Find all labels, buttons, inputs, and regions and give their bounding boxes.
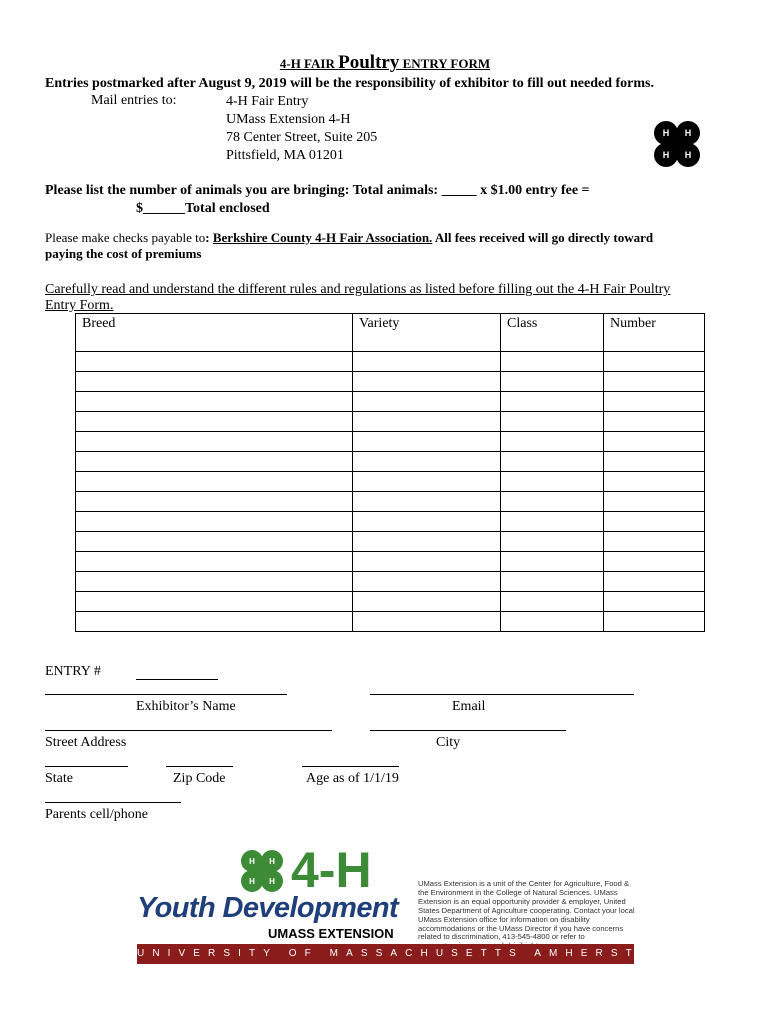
university-bar: UNIVERSITY OF MASSACHUSETTS AMHERST [137, 944, 634, 964]
table-cell[interactable] [501, 432, 604, 452]
table-cell[interactable] [76, 612, 353, 632]
column-header-variety: Variety [353, 314, 501, 352]
city-field[interactable] [370, 730, 566, 731]
table-cell[interactable] [501, 592, 604, 612]
table-cell[interactable] [501, 392, 604, 412]
table-cell[interactable] [604, 592, 705, 612]
zip-code-label: Zip Code [173, 771, 226, 786]
svg-text:H: H [684, 150, 692, 160]
total-animals-line: Please list the number of animals you are bringing: Total animals: _____ x $1.00 entry fee = [45, 183, 590, 198]
table-cell[interactable] [501, 472, 604, 492]
logo-youth-development: Youth Development [137, 892, 399, 924]
table-cell[interactable] [501, 512, 604, 532]
table-cell[interactable] [76, 392, 353, 412]
table-cell[interactable] [501, 532, 604, 552]
table-cell[interactable] [604, 512, 705, 532]
table-row [76, 532, 705, 552]
email-field[interactable] [370, 694, 634, 695]
table-row [76, 552, 705, 572]
rules-notice: Carefully read and understand the different rules and regulations as listed before filling out the 4-H Fair Poultry [45, 282, 671, 297]
svg-text:H: H [684, 128, 692, 138]
table-cell[interactable] [501, 352, 604, 372]
checks-payable-line-2: paying the cost of premiums [45, 246, 202, 261]
table-cell[interactable] [501, 492, 604, 512]
table-cell[interactable] [353, 552, 501, 572]
table-cell[interactable] [353, 592, 501, 612]
table-row [76, 392, 705, 412]
table-cell[interactable] [604, 372, 705, 392]
table-cell[interactable] [353, 472, 501, 492]
table-cell[interactable] [76, 472, 353, 492]
table-row [76, 452, 705, 472]
table-row [76, 372, 705, 392]
street-address-field[interactable] [45, 730, 332, 731]
table-row [76, 472, 705, 492]
entry-number-label: ENTRY # [45, 664, 101, 679]
footer-disclaimer: UMass Extension is a unit of the Center for Agriculture, Food & the Environment in the College of Natural Sciences. UMass Extension is an equal opportunity provider & employer, United States Department of Agriculture cooperating. Contact your local UMass Extension office for information on disability accommodations or the UMass Director if you have concerns related to discrimination, 413-545-4800 or refer to [418, 879, 635, 942]
total-enclosed-line: $______Total enclosed [136, 201, 270, 216]
entry-number-field[interactable] [136, 679, 218, 680]
table-cell[interactable] [501, 412, 604, 432]
mail-address: 4-H Fair Entry UMass Extension 4-H 78 Center Street, Suite 205 Pittsfield, MA 01201 [226, 94, 378, 163]
table-row [76, 512, 705, 532]
checks-payable-line: Please make checks payable to: Berkshire County 4-H Fair Association. All fees received will go directly toward [45, 230, 654, 245]
state-label: State [45, 771, 73, 786]
table-cell[interactable] [353, 512, 501, 532]
column-header-class: Class [501, 314, 604, 352]
svg-text:H: H [269, 877, 275, 886]
table-cell[interactable] [604, 612, 705, 632]
table-cell[interactable] [76, 552, 353, 572]
four-h-clover-icon [646, 113, 708, 175]
table-cell[interactable] [604, 492, 705, 512]
table-cell[interactable] [353, 452, 501, 472]
age-field[interactable] [302, 766, 399, 767]
table-cell[interactable] [353, 412, 501, 432]
table-row [76, 412, 705, 432]
city-label: City [436, 735, 461, 750]
table-cell[interactable] [353, 532, 501, 552]
svg-text:H: H [249, 857, 255, 866]
table-cell[interactable] [604, 412, 705, 432]
table-row [76, 352, 705, 372]
table-cell[interactable] [353, 372, 501, 392]
svg-text:H: H [269, 857, 275, 866]
svg-text:H: H [662, 150, 670, 160]
table-cell[interactable] [76, 512, 353, 532]
table-cell[interactable] [76, 492, 353, 512]
table-row [76, 612, 705, 632]
table-cell[interactable] [353, 612, 501, 632]
street-address-label: Street Address [45, 735, 127, 750]
table-cell[interactable] [76, 432, 353, 452]
table-row [76, 592, 705, 612]
table-cell[interactable] [501, 612, 604, 632]
table-row [76, 432, 705, 452]
form-title: 4-H FAIR Poultry ENTRY FORM [279, 52, 491, 73]
email-label: Email [452, 699, 486, 714]
table-cell[interactable] [604, 352, 705, 372]
column-header-number: Number [604, 314, 705, 352]
mail-label: Mail entries to: [91, 93, 177, 108]
table-cell[interactable] [604, 552, 705, 572]
table-cell[interactable] [353, 432, 501, 452]
table-cell[interactable] [76, 572, 353, 592]
table-cell[interactable] [76, 412, 353, 432]
table-cell[interactable] [76, 372, 353, 392]
zip-code-field[interactable] [166, 766, 233, 767]
svg-text:H: H [662, 128, 670, 138]
deadline-notice: Entries postmarked after August 9, 2019 will be the responsibility of exhibitor to fill out needed forms. [45, 76, 654, 91]
table-cell[interactable] [353, 392, 501, 412]
table-cell[interactable] [604, 532, 705, 552]
table-cell[interactable] [604, 572, 705, 592]
table-cell[interactable] [353, 572, 501, 592]
exhibitor-name-label: Exhibitor’s Name [136, 699, 236, 714]
table-cell[interactable] [501, 572, 604, 592]
table-cell[interactable] [76, 452, 353, 472]
column-header-breed: Breed [76, 314, 353, 352]
table-cell[interactable] [604, 452, 705, 472]
table-cell[interactable] [76, 592, 353, 612]
table-cell[interactable] [76, 352, 353, 372]
table-row [76, 572, 705, 592]
logo-umass-extension: UMASS EXTENSION [268, 926, 394, 941]
table-row [76, 492, 705, 512]
svg-text:H: H [249, 877, 255, 886]
table-cell[interactable] [501, 372, 604, 392]
entry-table [75, 313, 705, 632]
logo-4h-text: 4-H [291, 842, 372, 898]
age-label: Age as of 1/1/19 [306, 771, 399, 786]
table-cell[interactable] [501, 552, 604, 572]
exhibitor-name-field[interactable] [45, 694, 287, 695]
table-cell[interactable] [604, 432, 705, 452]
table-cell[interactable] [353, 492, 501, 512]
parents-phone-field[interactable] [45, 802, 181, 803]
rules-notice-2: Entry Form. [45, 298, 114, 313]
table-cell[interactable] [604, 392, 705, 412]
state-field[interactable] [45, 766, 128, 767]
parents-phone-label: Parents cell/phone [45, 807, 149, 822]
table-cell[interactable] [604, 472, 705, 492]
table-cell[interactable] [501, 452, 604, 472]
table-cell[interactable] [353, 352, 501, 372]
table-cell[interactable] [76, 532, 353, 552]
